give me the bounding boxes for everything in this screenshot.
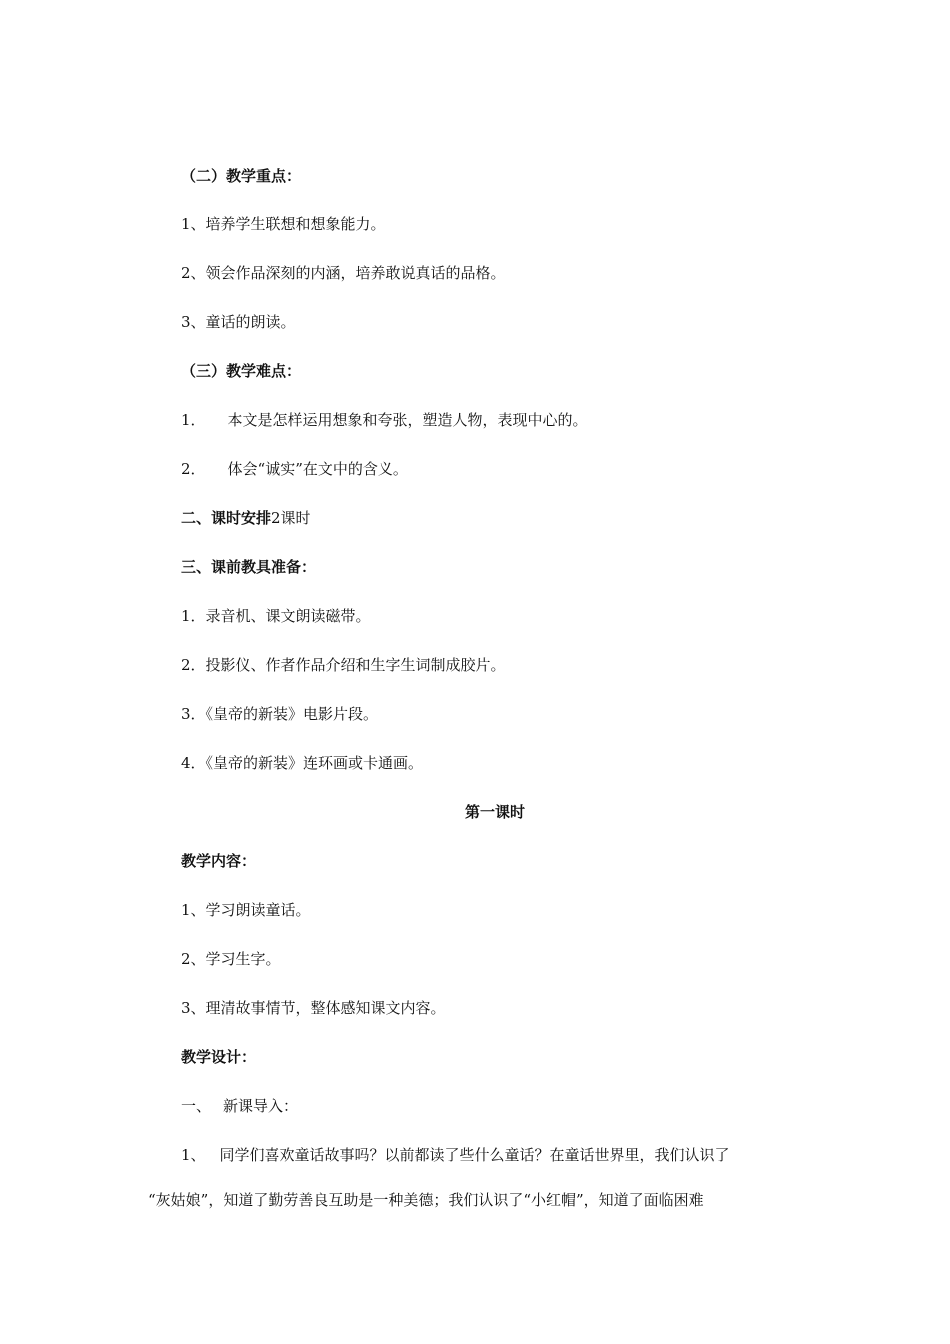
difficulty-number: 2． bbox=[181, 460, 206, 478]
prep-heading: 三、课前教具准备： bbox=[181, 558, 317, 576]
schedule-label: 二、课时安排 bbox=[181, 509, 272, 527]
paragraph-line: “灰姑娘”，知道了勤劳善良互助是一种美德；我们认识了“小红帽”，知道了面临困难 bbox=[148, 1191, 704, 1209]
content-item: 1、学习朗读童话。 bbox=[181, 901, 311, 919]
difficulty-item bbox=[181, 459, 408, 479]
design-step-text: 新课导入： bbox=[223, 1097, 299, 1115]
difficulty-text: 体会“诚实”在文中的含义。 bbox=[227, 460, 408, 478]
prep-item: 4．《皇帝的新装》连环画或卡通画。 bbox=[181, 754, 424, 772]
key-point-item: 2、领会作品深刻的内涵，培养敢说真话的品格。 bbox=[181, 264, 506, 282]
design-step bbox=[181, 1096, 298, 1116]
design-step-number: 一、 bbox=[181, 1097, 212, 1115]
paragraph-text: 同学们喜欢童话故事吗？以前都读了些什么童话？在童话世界里，我们认识了 bbox=[219, 1146, 730, 1164]
content-item: 2、学习生字。 bbox=[181, 950, 281, 968]
prep-item: 1．录音机、课文朗读磁带。 bbox=[181, 607, 371, 625]
key-points-heading: （二）教学重点： bbox=[181, 167, 302, 185]
schedule-value: 2课时 bbox=[271, 509, 311, 527]
design-heading: 教学设计： bbox=[181, 1048, 257, 1066]
lesson-title: 第一课时 bbox=[464, 803, 525, 821]
schedule-line bbox=[181, 508, 311, 528]
difficulty-text: 本文是怎样运用想象和夸张，塑造人物，表现中心的。 bbox=[227, 411, 588, 429]
prep-item: 2．投影仪、作者作品介绍和生字生词制成胶片。 bbox=[181, 656, 506, 674]
paragraph-line bbox=[181, 1145, 730, 1165]
content-item: 3、理清故事情节，整体感知课文内容。 bbox=[181, 999, 446, 1017]
difficulty-number: 1． bbox=[181, 411, 206, 429]
content-heading: 教学内容： bbox=[181, 852, 257, 870]
difficulty-item bbox=[181, 410, 588, 430]
paragraph-number: 1、 bbox=[181, 1146, 206, 1164]
difficulties-heading: （三）教学难点： bbox=[181, 362, 302, 380]
key-point-item: 1、培养学生联想和想象能力。 bbox=[181, 215, 386, 233]
key-point-item: 3、童话的朗读。 bbox=[181, 313, 296, 331]
prep-item: 3．《皇帝的新装》电影片段。 bbox=[181, 705, 379, 723]
